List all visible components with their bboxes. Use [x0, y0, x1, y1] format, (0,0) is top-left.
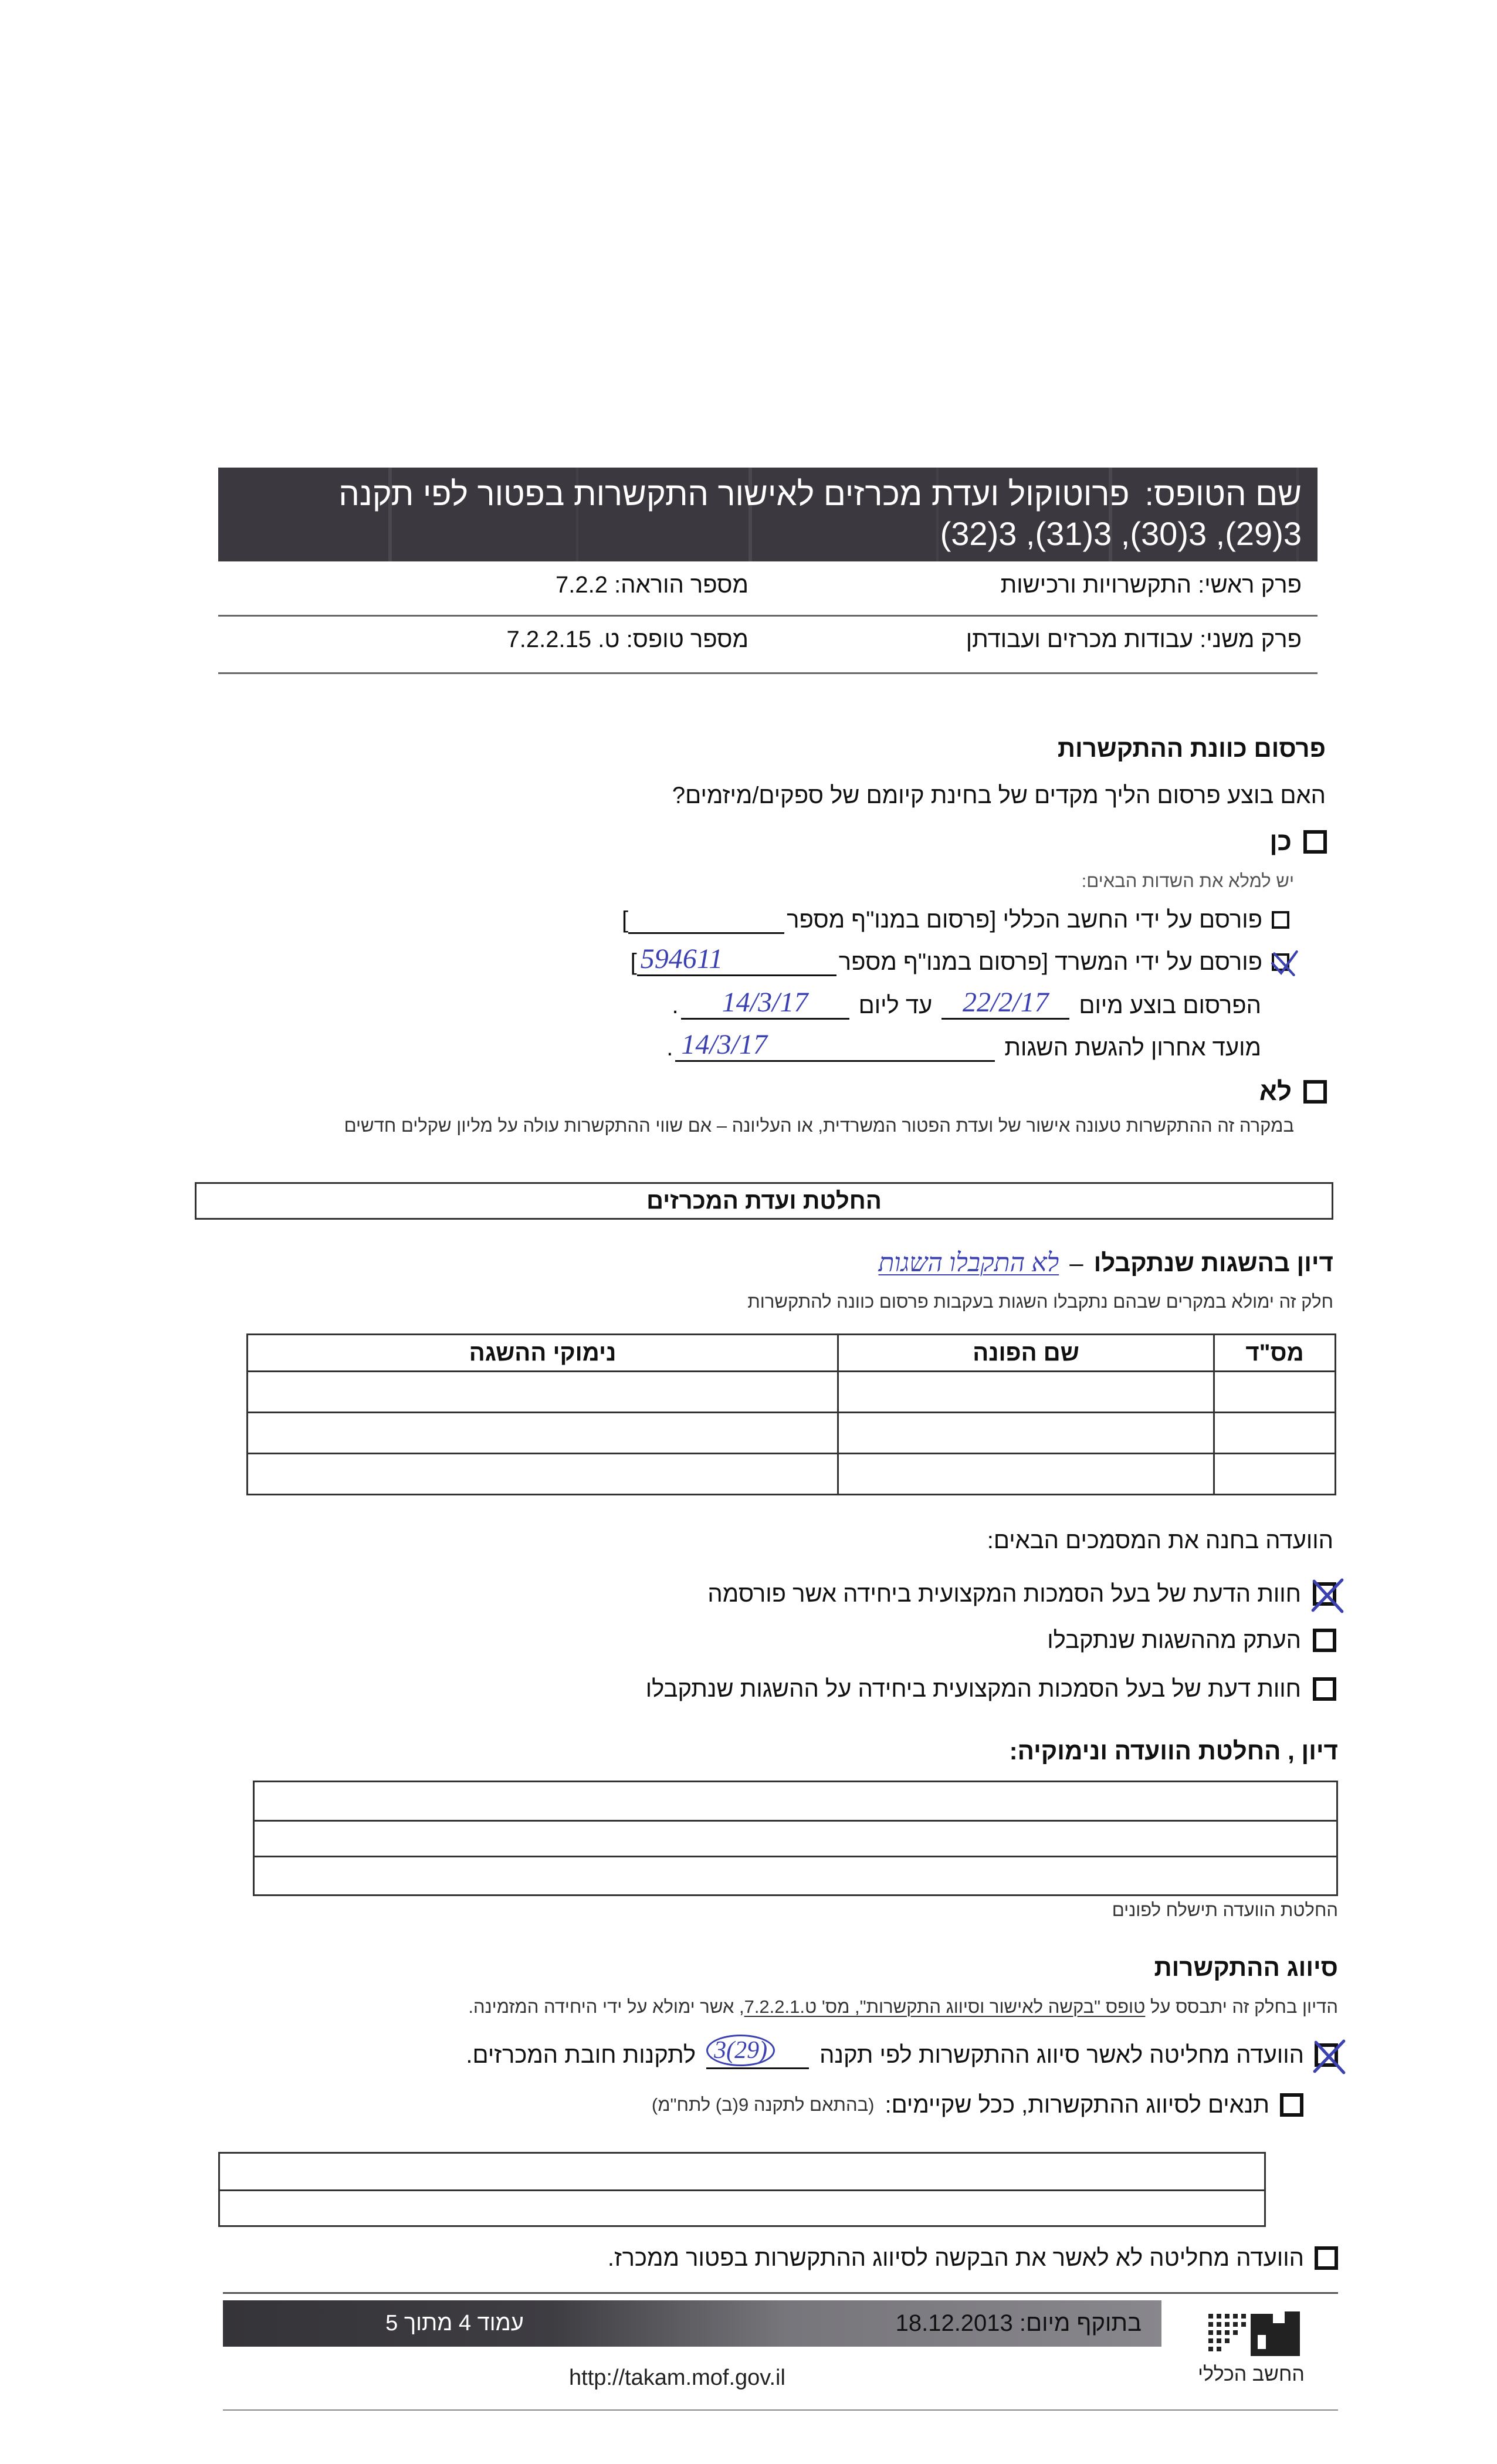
main-chapter: פרק ראשי: התקשרויות ורכישות — [1000, 572, 1302, 598]
yes-option[interactable] — [1269, 827, 1327, 857]
effective-date: בתוקף מיום: 18.12.2013 — [895, 2310, 1142, 2336]
footer-divider — [223, 2292, 1338, 2294]
reject-option[interactable] — [608, 2243, 1338, 2273]
conditions-label: תנאים לסיווג ההתקשרות, ככל שקיימים: — [885, 2092, 1269, 2118]
reject-checkbox[interactable] — [1315, 2246, 1338, 2270]
accountant-general-logo-icon — [1185, 2306, 1318, 2360]
accountant-general-logo — [1185, 2306, 1318, 2388]
no-option-note: במקרה זה ההתקשרות טעונה אישור של ועדת הפטור המשרדית, או העליונה – אם שווי ההתקשרות עולה על מליון שקלים חדשים — [344, 1115, 1294, 1136]
deadline-label: מועד אחרון להגשת השגות — [1004, 1035, 1261, 1061]
table-row — [248, 1372, 1336, 1413]
approve-suffix: לתקנות חובת המכרזים. — [466, 2042, 696, 2068]
end-dot: . — [672, 993, 679, 1018]
form-number: מספר טופס: ט. 7.2.2.15 — [506, 627, 749, 652]
table-cell[interactable] — [838, 1413, 1214, 1454]
close-bracket: ] — [630, 949, 637, 975]
table-row — [248, 1413, 1336, 1454]
x-mark-icon — [1269, 949, 1299, 978]
discussion-title: דיון , החלטת הוועדה ונימוקיה: — [1009, 1737, 1338, 1765]
end-dot: . — [666, 1035, 673, 1061]
approve-label: הוועדה מחליטה לאשר סיווג ההתקשרות לפי תקנה — [819, 2042, 1304, 2068]
ministry-number-field[interactable] — [637, 943, 836, 976]
close-bracket: ] — [621, 907, 629, 933]
document-label: חוות דעת של בעל הסמכות המקצועית ביחידה על ההשגות שנתקבלו — [645, 1676, 1301, 1702]
table-cell[interactable] — [1214, 1372, 1336, 1413]
x-mark-icon — [1311, 2039, 1347, 2075]
period-from-label: הפרסום בוצע מיום — [1079, 993, 1261, 1018]
conditions-checkbox[interactable] — [1280, 2093, 1303, 2117]
meta-divider — [218, 672, 1318, 674]
document-item[interactable] — [1047, 1626, 1336, 1655]
deadline-field[interactable] — [675, 1028, 995, 1062]
table-cell[interactable] — [248, 1413, 838, 1454]
no-label: לא — [1259, 1077, 1292, 1106]
table-cell[interactable] — [1214, 1454, 1336, 1495]
classification-note-prefix: הדיון בחלק זה יתבסס על — [1145, 1996, 1338, 2017]
x-mark-icon — [1309, 1578, 1346, 1614]
conditions-line — [220, 2189, 1264, 2191]
accountant-general-number-field[interactable] — [628, 906, 784, 934]
form-label: שם הטופס: — [1144, 475, 1302, 512]
objections-dash: – — [1069, 1249, 1083, 1277]
table-cell[interactable] — [248, 1454, 838, 1495]
document-item[interactable] — [707, 1579, 1336, 1609]
footer-bar — [223, 2300, 1161, 2347]
period-from-field[interactable] — [941, 986, 1069, 1020]
committee-decision-header — [195, 1182, 1333, 1220]
ministry-label: פורסם על ידי המשרד [פרסום במנו"ף מספר — [838, 949, 1262, 975]
yes-checkbox[interactable] — [1303, 830, 1327, 854]
table-cell[interactable] — [248, 1372, 838, 1413]
sub-chapter: פרק משני: עבודות מכרזים ועבודתן — [966, 627, 1302, 652]
column-serial: מס"ד — [1214, 1335, 1336, 1372]
discussion-line — [255, 1856, 1336, 1857]
period-to-label: עד ליום — [858, 993, 933, 1018]
publication-question: האם בוצע פרסום הליך מקדים של בחינת קיומם של ספקים/מיזמים? — [672, 783, 1326, 808]
document-checkbox[interactable] — [1313, 1629, 1336, 1652]
period-from-handwritten: 22/2/17 — [962, 986, 1049, 1018]
discussion-text-area[interactable] — [253, 1781, 1338, 1896]
instruction-number: מספר הוראה: 7.2.2 — [556, 572, 749, 598]
page-number: עמוד 4 מתוך 5 — [385, 2311, 524, 2336]
accountant-general-checkbox[interactable] — [1272, 911, 1289, 929]
table-row — [248, 1454, 1336, 1495]
logo-text: החשב הכללי — [1198, 2363, 1305, 2385]
classification-note — [468, 1996, 1338, 2018]
objections-title: דיון בהשגות שנתקבלו — [1093, 1249, 1333, 1277]
document-checkbox[interactable] — [1313, 1677, 1336, 1701]
regulation-field[interactable] — [706, 2036, 809, 2069]
documents-title: הוועדה בחנה את המסמכים הבאים: — [987, 1528, 1333, 1553]
column-applicant: שם הפונה — [838, 1335, 1214, 1372]
form-title-bar — [218, 468, 1318, 561]
ministry-number-handwritten: 594611 — [640, 943, 723, 974]
meta-divider — [218, 615, 1318, 617]
publication-title: פרסום כוונת ההתקשרות — [1057, 735, 1326, 762]
discussion-note: החלטת הוועדה תישלח לפונים — [1112, 1900, 1338, 1920]
committee-decision-title: החלטת ועדת המכרזים — [646, 1188, 882, 1214]
objections-note: חלק זה ימולא במקרים שבהם נתקבלו השגות בעקבות פרסום כוונה להתקשרות — [747, 1291, 1333, 1312]
discussion-line — [255, 1820, 1336, 1822]
objections-table — [246, 1333, 1336, 1495]
table-cell[interactable] — [838, 1454, 1214, 1495]
document-label: חוות הדעת של בעל הסמכות המקצועית ביחידה אשר פורסמה — [707, 1581, 1301, 1607]
fill-fields-note: יש למלא את השדות הבאים: — [1081, 871, 1294, 891]
reject-label: הוועדה מחליטה לא לאשר את הבקשה לסיווג ההתקשרות בפטור ממכרז. — [607, 2245, 1304, 2271]
publication-period — [672, 986, 1261, 1020]
document-item[interactable] — [646, 1674, 1336, 1704]
regulation-handwritten-wrap — [706, 2035, 809, 2066]
period-to-handwritten: 14/3/17 — [722, 986, 808, 1018]
classification-form-reference: טופס "בקשה לאישור וסיווג התקשרות", מס' ט.7.2.2.1 — [744, 1996, 1146, 2017]
table-cell[interactable] — [1214, 1413, 1336, 1454]
ministry-checkbox[interactable] — [1272, 953, 1289, 971]
document-checkbox[interactable] — [1313, 1582, 1336, 1606]
deadline-handwritten: 14/3/17 — [681, 1028, 768, 1060]
conditions-hint: (בהתאם לתקנה 9(ב) לתח"מ) — [651, 2094, 875, 2115]
classification-title: סיווג ההתקשרות — [1154, 1954, 1338, 1981]
accountant-general-option[interactable] — [622, 905, 1289, 935]
no-checkbox[interactable] — [1303, 1080, 1327, 1104]
classification-note-suffix: , אשר ימולא על ידי היחידה המזמינה. — [468, 1996, 744, 2017]
column-reasons: נימוקי ההשגה — [248, 1335, 838, 1372]
yes-label: כן — [1269, 827, 1292, 856]
form-title: פרוטוקול ועדת מכרזים לאישור התקשרות בפטור לפי תקנה — [338, 475, 1130, 512]
objections-handwritten: לא התקבלו השגות — [878, 1248, 1059, 1277]
accountant-general-label: פורסם על ידי החשב הכללי [פרסום במנו"ף מספר — [787, 907, 1262, 933]
form-title-line2: 3(29), 3(30), 3(31), 3(32) — [940, 515, 1302, 552]
website-link[interactable]: http://takam.mof.gov.il — [569, 2365, 785, 2390]
conditions-option[interactable] — [652, 2090, 1303, 2120]
table-header-row — [248, 1335, 1336, 1372]
document-label: העתק מההשגות שנתקבלו — [1047, 1627, 1301, 1653]
footer-bottom-rule — [223, 2409, 1338, 2411]
form-title-line1 — [338, 475, 1302, 513]
regulation-handwritten: 3(29) — [706, 2035, 775, 2066]
conditions-text-area[interactable] — [218, 2152, 1266, 2227]
ministry-option[interactable] — [630, 943, 1289, 977]
objections-heading — [878, 1248, 1333, 1278]
period-to-field[interactable] — [681, 986, 849, 1020]
table-cell[interactable] — [838, 1372, 1214, 1413]
approve-checkbox[interactable] — [1315, 2043, 1338, 2067]
objection-deadline — [666, 1028, 1261, 1062]
no-option[interactable] — [1259, 1077, 1327, 1106]
approve-option[interactable] — [466, 2036, 1338, 2070]
